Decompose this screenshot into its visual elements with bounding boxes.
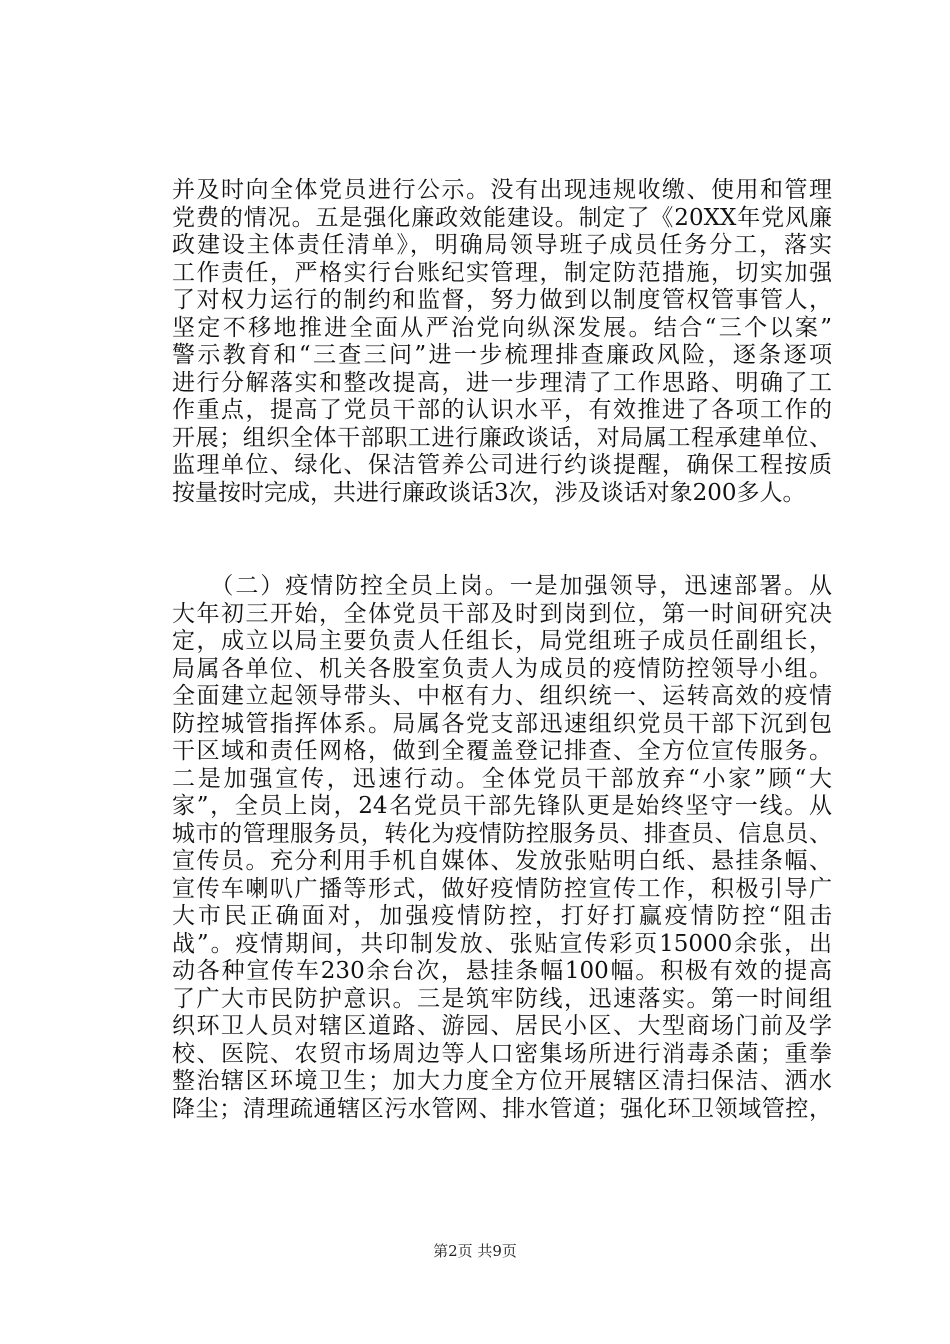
text-line: 整治辖区环境卫生；加大力度全方位开展辖区清扫保洁、洒水 [172, 1068, 832, 1094]
text-line: 动各种宣传车230余台次，悬挂条幅100幅。积极有效的提高 [172, 958, 832, 984]
text-line: 防控城管指挥体系。局属各党支部迅速组织党员干部下沉到包 [172, 710, 832, 737]
text-line: 宣传车喇叭广播等形式，做好疫情防控宣传工作，积极引导广 [172, 875, 832, 902]
paragraph [172, 573, 832, 1123]
paragraph [172, 177, 832, 507]
text-line: 工作责任，严格实行台账纪实管理，制定防范措施，切实加强 [172, 259, 832, 286]
text-line: 全面建立起领导带头、中枢有力、组织统一、运转高效的疫情 [172, 683, 832, 709]
text-line: 作重点，提高了党员干部的认识水平，有效推进了各项工作的 [172, 397, 832, 423]
text-line: 坚定不移地推进全面从严治党向纵深发展。结合“三个以案” [172, 314, 832, 341]
text-line: 城市的管理服务员，转化为疫情防控服务员、排查员、信息员、 [172, 820, 832, 847]
text-line: 干区域和责任网格，做到全覆盖登记排查、全方位宣传服务。 [172, 738, 832, 764]
text-line: 开展；组织全体干部职工进行廉政谈话，对局属工程承建单位、 [172, 424, 832, 451]
text-line: 织环卫人员对辖区道路、游园、居民小区、大型商场门前及学 [172, 1013, 832, 1039]
text-line: 按量按时完成，共进行廉政谈话3次，涉及谈话对象200多人。 [172, 479, 806, 506]
text-line: 并及时向全体党员进行公示。没有出现违规收缴、使用和管理 [172, 177, 832, 203]
page-footer: 第2页 共9页 [433, 1242, 517, 1260]
text-line: 了对权力运行的制约和监督，努力做到以制度管权管事管人， [172, 287, 832, 313]
text-line: 了广大市民防护意识。三是筑牢防线，迅速落实。第一时间组 [172, 985, 832, 1012]
text-line: 警示教育和“三查三问”进一步梳理排查廉政风险，逐条逐项 [172, 342, 832, 368]
text-line: 降尘；清理疏通辖区污水管网、排水管道；强化环卫领域管控， [172, 1095, 832, 1122]
text-line: 家”，全员上岗，24名党员干部先锋队更是始终坚守一线。从 [172, 793, 832, 819]
text-line: 大年初三开始，全体党员干部及时到岗到位，第一时间研究决 [172, 600, 832, 627]
text-line: 定，成立以局主要负责人任组长，局党组班子成员任副组长， [172, 628, 832, 654]
text-line: 大市民正确面对，加强疫情防控，打好打赢疫情防控“阻击 [172, 903, 832, 929]
text-line: 二是加强宣传，迅速行动。全体党员干部放弃“小家”顾“大 [172, 765, 832, 792]
text-line: 党费的情况。五是强化廉政效能建设。制定了《20XX年党风廉 [172, 204, 832, 231]
text-line: 进行分解落实和整改提高，进一步理清了工作思路、明确了工 [172, 369, 832, 396]
text-line: （二）疫情防控全员上岗。一是加强领导，迅速部署。从 [172, 573, 832, 599]
text-line: 政建设主体责任清单》，明确局领导班子成员任务分工，落实 [172, 232, 832, 258]
text-line: 宣传员。充分利用手机自媒体、发放张贴明白纸、悬挂条幅、 [172, 848, 832, 874]
text-line: 监理单位、绿化、保洁管养公司进行约谈提醒，确保工程按质 [172, 452, 832, 478]
text-line: 局属各单位、机关各股室负责人为成员的疫情防控领导小组。 [172, 655, 832, 682]
text-line: 校、医院、农贸市场周边等人口密集场所进行消毒杀菌；重拳 [172, 1040, 832, 1067]
text-line: 战”。疫情期间，共印制发放、张贴宣传彩页15000余张，出 [172, 930, 832, 957]
